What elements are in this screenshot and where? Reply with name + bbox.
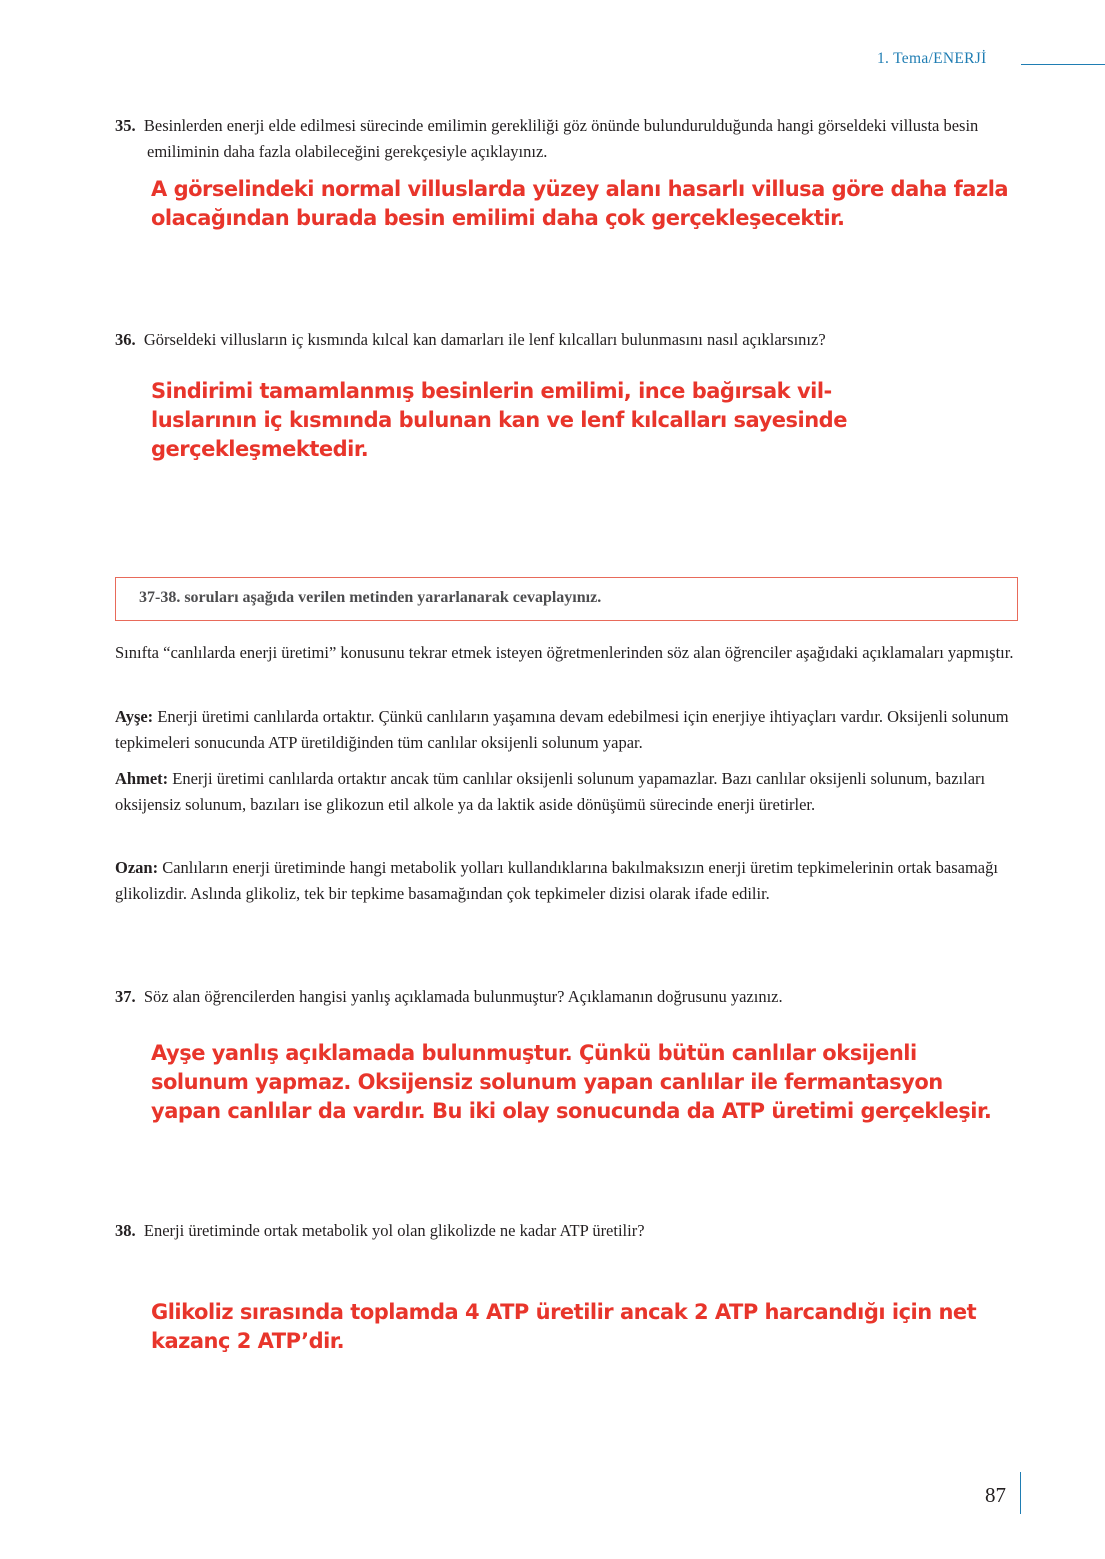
question-38-text: Enerji üretiminde ortak metabolik yol olan glikolizde ne kadar ATP üretilir?: [143, 1221, 645, 1240]
page-number: 87: [985, 1483, 1006, 1507]
question-37-number: 37.: [115, 987, 136, 1006]
instruction-text: 37-38. soruları aşağıda verilen metinden yararlanarak cevaplayınız.: [139, 589, 602, 606]
page-number-rule: [1020, 1472, 1021, 1514]
statement-ahmet: [115, 766, 1027, 818]
passage-intro: Sınıfta “canlılarda enerji üretimi” konusunu tekrar etmek isteyen öğretmenlerinden söz alan öğrenciler aşağıdaki açıklamaları yapmıştır.: [115, 643, 1014, 662]
statement-ahmet-text: Enerji üretimi canlılarda ortaktır ancak tüm canlılar oksijenli solunum yapamazlar. Bazı canlılar oksijenli solunum, bazıları oksijensiz solunum, bazıları ise glikozun etil alkole ya da laktik aside dönüşümü sürecinde enerji üretirler.: [115, 769, 986, 814]
question-37-text: Söz alan öğrencilerden hangisi yanlış açıklamada bulunmuştur? Açıklamanın doğrusunu yazınız.: [143, 987, 783, 1006]
statement-ozan: [115, 855, 1027, 907]
speaker-ayse: Ayşe:: [115, 707, 154, 726]
statement-ozan-text: Canlıların enerji üretiminde hangi metabolik yolları kullandıklarına bakılmaksızın enerji üretim tepkimelerinin ortak basamağı glikolizdir. Aslında glikoliz, tek bir tepkime basamağından çok tepkimeler dizisi olarak ifade edilir.: [115, 858, 998, 903]
question-38: [115, 1218, 1015, 1244]
statement-ayse: [115, 704, 1027, 756]
question-38-number: 38.: [115, 1221, 136, 1240]
question-36-number: 36.: [115, 330, 136, 349]
speaker-ozan: Ozan:: [115, 858, 159, 877]
statement-ayse-text: Enerji üretimi canlılarda ortaktır. Çünkü canlıların yaşamına devam edebilmesi için enerjiye ihtiyaçları vardır. Oksijenli solunum tepkimeleri sonucunda ATP üretildiğinden tüm canlılar oksijenli solunum yapar.: [115, 707, 1009, 752]
question-36-text: Görseldeki villusların iç kısmında kılcal kan damarları ile lenf kılcalları bulunmasını nasıl açıklarsınız?: [143, 330, 826, 349]
question-35-text: Besinlerden enerji elde edilmesi sürecinde emilimin gerekliliği göz önünde bulundurulduğunda hangi görseldeki villusta besin emiliminin daha fazla olabileceğini gerekçesiyle açıklayınız.: [143, 116, 979, 161]
question-37: [115, 984, 1015, 1010]
speaker-ahmet: Ahmet:: [115, 769, 169, 788]
question-36: [115, 327, 1015, 353]
header-title: 1. Tema/ENERJİ: [877, 50, 987, 67]
answer-35: A görselindeki normal villuslarda yüzey alanı hasarlı villusa göre daha fazla olacağından burada besin emilimi daha çok gerçekleşecektir.: [151, 177, 1009, 230]
instruction-box: [115, 577, 1018, 621]
answer-36: Sindirimi tamamlanmış besinlerin emilimi, ince bağırsak vil- luslarının iç kısmında bulunan kan ve lenf kılcalları sayesinde gerçekleşmektedir.: [151, 379, 847, 461]
answer-37: Ayşe yanlış açıklamada bulunmuştur. Çünkü bütün canlılar oksijenli solunum yapmaz. Oksijensiz solunum yapan canlılar ile fermantasyon yapan canlılar da vardır. Bu iki olay sonucunda da ATP üretimi gerçekleşir.: [151, 1041, 992, 1123]
answer-38: Glikoliz sırasında toplamda 4 ATP üretilir ancak 2 ATP harcandığı için net kazanç 2 ATP’dir.: [151, 1300, 977, 1353]
question-35-number: 35.: [115, 116, 136, 135]
header-rule: [1021, 64, 1105, 65]
question-35: [115, 113, 1039, 165]
